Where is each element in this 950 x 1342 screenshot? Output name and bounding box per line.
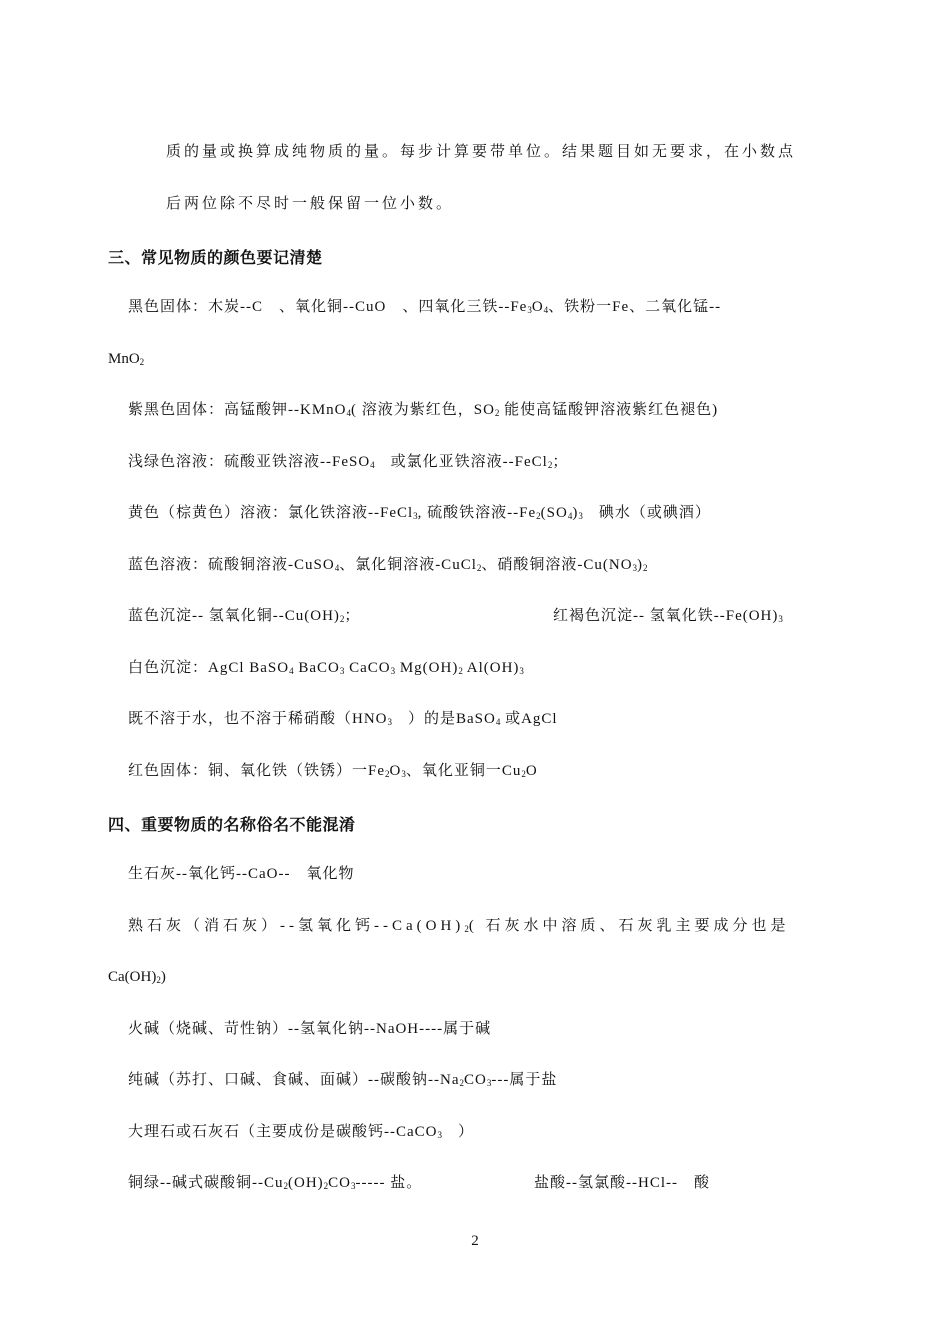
limestone-line: 大理石或石灰石（主要成份是碳酸钙--CaCO$_3$ ） xyxy=(128,1124,475,1140)
page-number: 2 xyxy=(471,1233,479,1249)
caustic-soda-line: 火碱（烧碱、苛性钠）--氢氧化钠--NaOH----属于碱 xyxy=(128,1021,492,1037)
section-3-heading: 三、常见物质的颜色要记清楚 xyxy=(108,248,323,267)
hydrochloric-acid-line: 盐酸--氢氯酸--HCl-- 酸 xyxy=(534,1175,710,1191)
light-green-solution-line: 浅绿色溶液：硫酸亚铁溶液--FeSO$_4$ 或氯化亚铁溶液--FeCl$_2$； xyxy=(128,454,569,470)
paragraph-line-2: 后两位除不尽时一般保留一位小数。 xyxy=(166,196,455,212)
red-brown-precipitate-line: 红褐色沉淀-- 氢氧化铁$--Fe(OH)_3$ xyxy=(553,608,783,624)
blue-solution-line: 蓝色溶液：硫酸铜溶液-CuSO$_4$、氯化铜溶液-CuCl$_2$、硝酸铜溶液$-Cu(NO_3)_2$ xyxy=(128,557,648,573)
section-4-heading: 四、重要物质的名称俗名不能混淆 xyxy=(108,815,356,834)
paragraph-line-1: 质的量或换算成纯物质的量。每步计算要带单位。结果题目如无要求，在小数点 xyxy=(166,144,797,160)
red-solid-line: 红色固体：铜、氧化铁（铁锈）一$Fe_2O_3$、氧化亚铜一$Cu_2O$ xyxy=(128,763,538,779)
yellow-solution-line: 黄色（棕黄色）溶液：氯化铁溶液--FeCl$_3$, 硫酸铁溶液$--Fe_2(SO_4)_3$ 碘水（或碘酒） xyxy=(128,505,711,521)
verdigris-line: 铜绿--碱式碳酸铜$--Cu_2(OH)_2CO_3-----$ 盐。 xyxy=(128,1175,423,1191)
white-precipitate-line: 白色沉淀：AgCl BaSO$_4$ BaCO$_3$ CaCO$_3$ $Mg(OH)_2$ $Al(OH)_3$ xyxy=(128,660,524,676)
soda-ash-line: 纯碱（苏打、口碱、食碱、面碱）--碳酸钠$--Na_2CO_3---$属于盐 xyxy=(128,1072,558,1088)
quicklime-line: 生石灰--氧化钙--CaO-- 氧化物 xyxy=(128,866,355,882)
black-solid-line: 黑色固体：木炭--C 、氧化铜--CuO 、四氧化三铁$--Fe_3O_4$、铁粉一Fe、二氧化锰-- xyxy=(128,299,722,315)
slaked-lime-line-cont: $Ca(OH)_2$) xyxy=(108,969,166,985)
blue-precipitate-line: 蓝色沉淀-- 氢氧化铜$--Cu(OH)_2$； xyxy=(128,608,361,624)
insoluble-line: 既不溶于水，也不溶于稀硝酸（$HNO_3$ ）的是BaSO$_4$ 或AgCl xyxy=(128,711,558,727)
black-solid-line-cont: MnO$_2$ xyxy=(108,351,145,367)
slaked-lime-line: 熟石灰（消石灰）--氢氧化钙$--Ca(OH)_2$( 石灰水中溶质、石灰乳主要成分也是 xyxy=(128,918,790,934)
purple-black-solid-line: 紫黑色固体：高锰酸钾--KMnO$_4$( 溶液为紫红色，$SO_2$ 能使高锰酸钾溶液紫红色褪色) xyxy=(128,402,719,418)
